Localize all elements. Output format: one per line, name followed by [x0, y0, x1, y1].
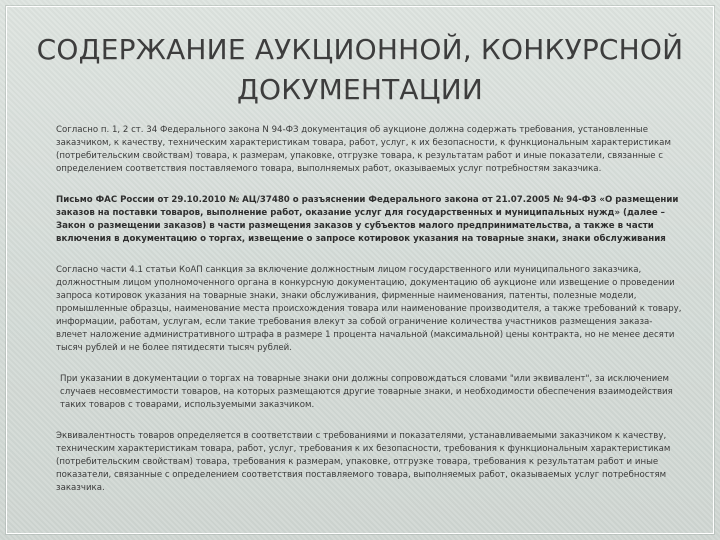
paragraph-trademarks-equivalent: При указании в документации о торгах на товарные знаки они должны сопровождаться словами "или эквивалент", за исключением случаев несовместимости товаров, на которых размещаются другие товарные знаки, и необходимости обеспечения взаимодействия таких товаров с товарами, используемыми заказчиком. [60, 374, 673, 410]
slide-title [20, 30, 700, 110]
slide-title-line-2: ДОКУМЕНТАЦИИ [236, 73, 484, 106]
slide-title-line-1: СОДЕРЖАНИЕ АУКЦИОННОЙ, КОНКУРСНОЙ [36, 33, 684, 66]
paragraph-equivalence: Эквивалентность товаров определяется в соответствии с требованиями и показателями, устанавливаемыми заказчиком к качеству, техническим характеристикам товара, работ, услуг, требования к их безопасности, требования к функциональным характеристикам (потребительским свойствам) товара, требования к размерам, упаковке, отгрузке товара, требования к результатам работ и иные показатели, связанные с определением соответствия поставляемого товара, выполняемых работ, оказываемых услуг потребностям заказчика. [56, 431, 671, 493]
paragraph-fas-letter: Письмо ФАС России от 29.10.2010 № АЦ/37480 о разъяснении Федерального закона от 21.07.2005 № 94-ФЗ «О размещении заказов на поставки товаров, выполнение работ, оказание услуг для государственных и муниципальных нужд» (далее – Закон о размещении заказов) в части размещения заказов у субъектов малого предпринимательства, а также в части включения в документацию о торгах, извещение о запросе котировок указания на товарные знаки, знаки обслуживания [56, 195, 679, 244]
slide-body [56, 124, 686, 495]
paragraph-law-94fz: Согласно п. 1, 2 ст. 34 Федерального закона N 94-ФЗ документация об аукционе должна содержать требования, установленные заказчиком, к качеству, техническим характеристикам товара, работ, услуг, к их безопасности, к функциональным характеристикам (потребительским свойствам) товара, к размерам, упаковке, отгрузке товара, к результатам работ и иные показатели, связанные с определением соответствия поставляемого товара, выполняемых работ, оказываемых услуг потребностям заказчика. [56, 125, 671, 174]
paragraph-koap-sanction: Согласно части 4.1 статьи КоАП санкция за включение должностным лицом государственного или муниципального заказчика, должностным лицом уполномоченного органа в конкурсную документацию, документацию об аукционе или извещение о проведении запроса котировок указания на товарные знаки, знаки обслуживания, фирменные наименования, патенты, полезные модели, промышленные образцы, наименование места происхождения товара или наименование производителя, а также требований к товару, информации, работам, услугам, если такие требования влекут за собой ограничение количества участников размещения заказа- влечет наложение административного штрафа в размере 1 процента начальной (максимальной) цены контракта, но не менее десяти тысяч рублей и не более пятидесяти тысяч рублей. [56, 265, 682, 353]
